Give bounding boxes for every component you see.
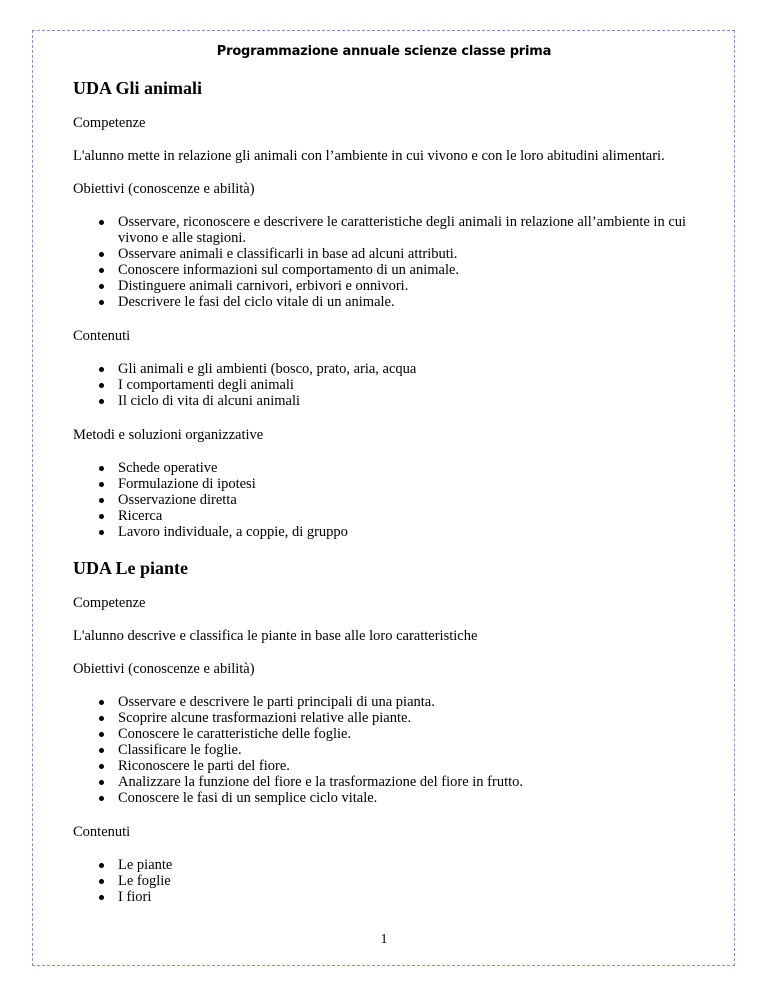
obiettivi-label: Obiettivi (conoscenze e abilità) bbox=[73, 181, 255, 197]
uda-heading-animali: UDA Gli animali bbox=[73, 78, 203, 98]
metodi-label: Metodi e soluzioni organizzative bbox=[73, 427, 264, 443]
obiettivi-list bbox=[73, 694, 713, 806]
list-item: I fiori bbox=[73, 889, 713, 905]
list-item: Il ciclo di vita di alcuni animali bbox=[73, 393, 713, 409]
list-item: Descrivere le fasi del ciclo vitale di un animale. bbox=[73, 294, 713, 310]
list-item: Ricerca bbox=[73, 508, 713, 524]
obiettivi-label: Obiettivi (conoscenze e abilità) bbox=[73, 661, 255, 677]
list-item: Gli animali e gli ambienti (bosco, prato, aria, acqua bbox=[73, 361, 713, 377]
list-item: Scoprire alcune trasformazioni relative alle piante. bbox=[73, 710, 713, 726]
uda-heading-piante: UDA Le piante bbox=[73, 558, 189, 578]
document-title: Programmazione annuale scienze classe prima bbox=[216, 44, 552, 59]
list-item: Formulazione di ipotesi bbox=[73, 476, 713, 492]
list-item: Analizzare la funzione del fiore e la trasformazione del fiore in frutto. bbox=[73, 774, 713, 790]
contenuti-label: Contenuti bbox=[73, 328, 131, 344]
list-item: Osservare, riconoscere e descrivere le caratteristiche degli animali in relazione all’ambiente in cui vivono e alle stagioni. bbox=[73, 214, 713, 246]
document-body bbox=[73, 78, 713, 923]
metodi-list bbox=[73, 460, 713, 540]
competenze-text: L'alunno mette in relazione gli animali con l’ambiente in cui vivono e con le loro abitudini alimentari. bbox=[73, 148, 665, 164]
list-item: Classificare le foglie. bbox=[73, 742, 713, 758]
list-item: Osservare animali e classificarli in base ad alcuni attributi. bbox=[73, 246, 713, 262]
list-item: Le piante bbox=[73, 857, 713, 873]
list-item: Conoscere le caratteristiche delle foglie. bbox=[73, 726, 713, 742]
competenze-label: Competenze bbox=[73, 595, 146, 611]
page-number: 1 bbox=[380, 932, 388, 947]
list-item: Conoscere le fasi di un semplice ciclo vitale. bbox=[73, 790, 713, 806]
competenze-text: L'alunno descrive e classifica le piante in base alle loro caratteristiche bbox=[73, 628, 478, 644]
list-item: Conoscere informazioni sul comportamento di un animale. bbox=[73, 262, 713, 278]
contenuti-list bbox=[73, 857, 713, 905]
list-item: Distinguere animali carnivori, erbivori e onnivori. bbox=[73, 278, 713, 294]
list-item: Lavoro individuale, a coppie, di gruppo bbox=[73, 524, 713, 540]
list-item: Schede operative bbox=[73, 460, 713, 476]
list-item: I comportamenti degli animali bbox=[73, 377, 713, 393]
list-item: Le foglie bbox=[73, 873, 713, 889]
obiettivi-list bbox=[73, 214, 713, 310]
competenze-label: Competenze bbox=[73, 115, 146, 131]
contenuti-label: Contenuti bbox=[73, 824, 131, 840]
list-item: Riconoscere le parti del fiore. bbox=[73, 758, 713, 774]
contenuti-list bbox=[73, 361, 713, 409]
list-item: Osservazione diretta bbox=[73, 492, 713, 508]
list-item: Osservare e descrivere le parti principali di una pianta. bbox=[73, 694, 713, 710]
